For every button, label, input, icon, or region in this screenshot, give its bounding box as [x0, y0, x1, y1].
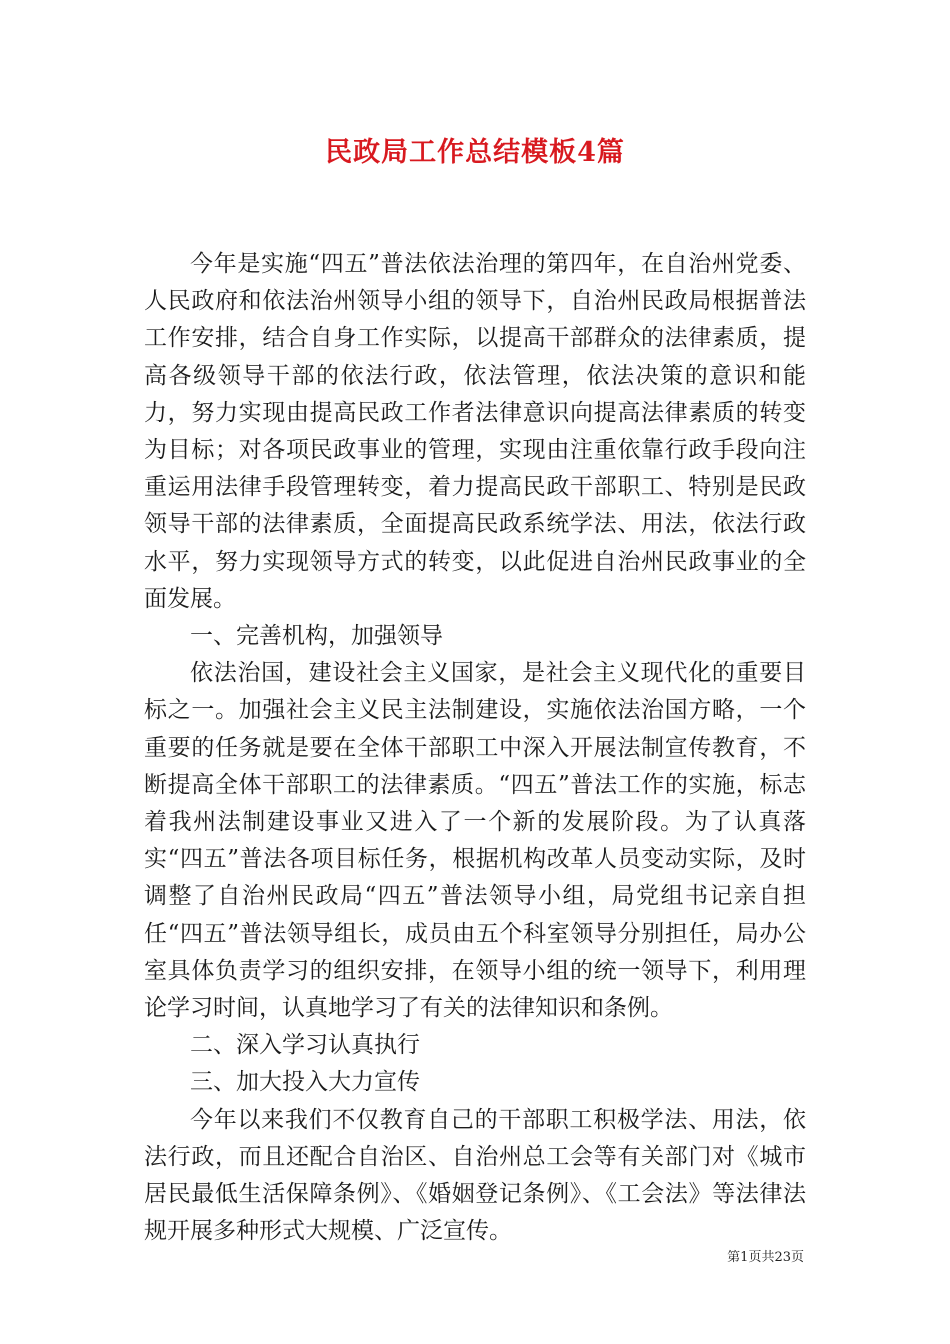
document-title: 民政局工作总结模板4篇: [325, 137, 625, 168]
paragraph-section-1: 依法治国，建设社会主义国家，是社会主义现代化的重要目标之一。加强社会主义民主法制建设，实施依法治国方略，一个重要的任务就是要在全体干部职工中深入开展法制宣传教育，不断提高全体干部职工的法律素质。“四五”普法工作的实施，标志着我州法制建设事业又进入了一个新的发展阶段。为了认真落实“四五”普法各项目标任务，根据机构改革人员变动实际，及时调整了自治州民政局“四五”普法领导小组，局党组书记亲自担任“四五”普法领导组长，成员由五个科室领导分别担任，局办公室具体负责学习的组织安排，在领导小组的统一领导下，利用理论学习时间，认真地学习了有关的法律知识和条例。: [144, 660, 806, 1022]
section-heading-2: 二、深入学习认真执行: [190, 1032, 420, 1059]
document-body: [144, 246, 806, 1250]
section-heading-3: 三、加大投入大力宣传: [190, 1069, 420, 1096]
paragraph-intro: 今年是实施“四五”普法依法治理的第四年，在自治州党委、人民政府和依法治州领导小组的领导下，自治州民政局根据普法工作安排，结合自身工作实际，以提高干部群众的法律素质，提高各级领导干部的依法行政，依法管理，依法决策的意识和能力，努力实现由提高民政工作者法律意识向提高法律素质的转变为目标；对各项民政事业的管理，实现由注重依靠行政手段向注重运用法律手段管理转变，着力提高民政干部职工、特别是民政领导干部的法律素质，全面提高民政系统学法、用法，依法行政水平，努力实现领导方式的转变，以此促进自治州民政事业的全面发展。: [144, 251, 806, 612]
section-heading-1: 一、完善机构，加强领导: [190, 623, 443, 650]
page-number-footer: 第1页共23页: [727, 1250, 804, 1265]
paragraph-section-3: 今年以来我们不仅教育自己的干部职工积极学法、用法，依法行政，而且还配合自治区、自治州总工会等有关部门对《城市居民最低生活保障条例》、《婚姻登记条例》、《工会法》等法律法规开展多种形式大规模、广泛宣传。: [144, 1106, 806, 1245]
